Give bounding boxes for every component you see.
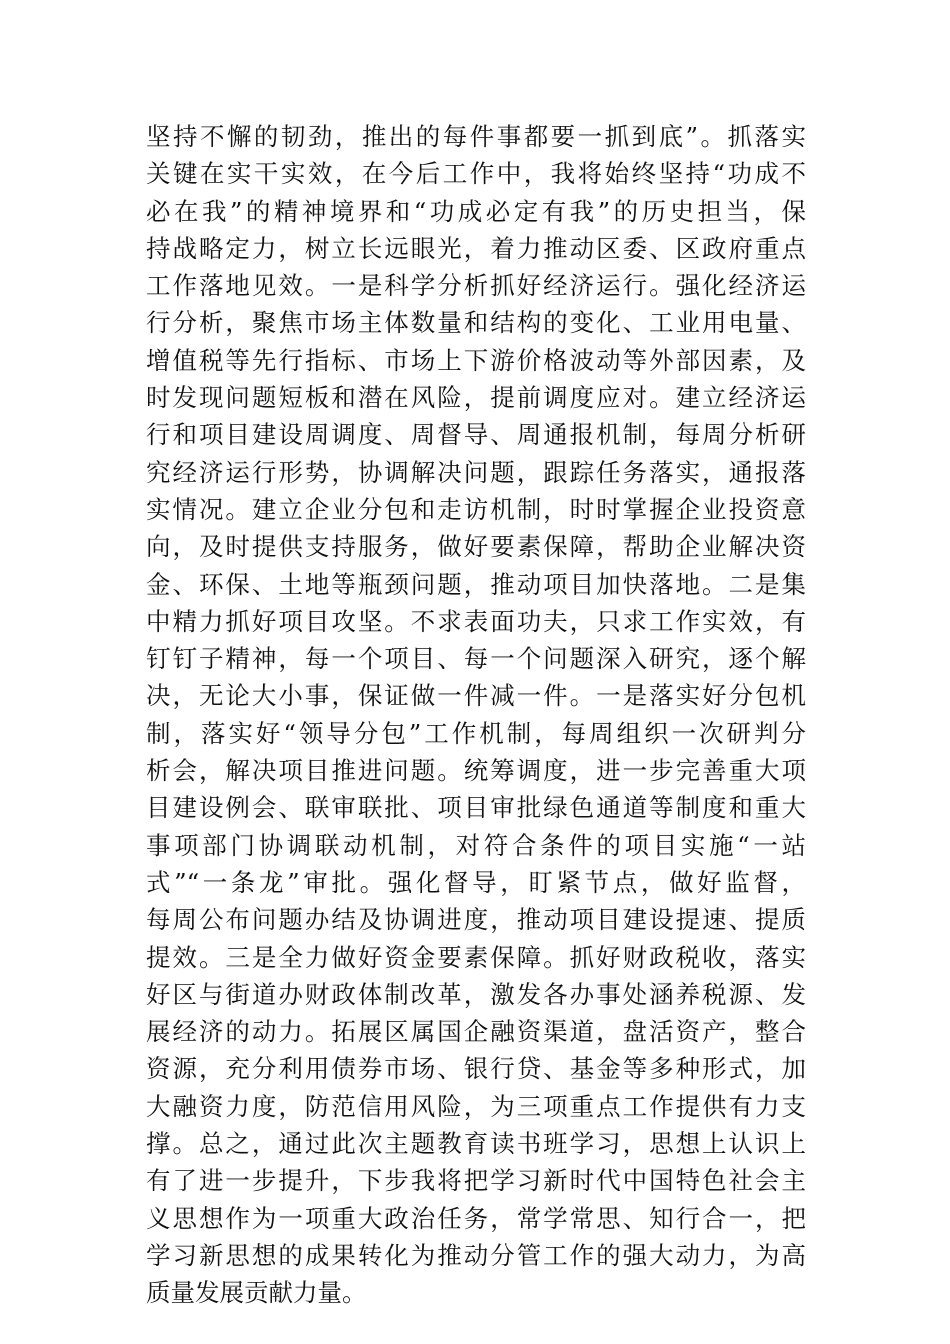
- text-line: 工作落地见效。一是科学分析抓好经济运行。强化经济运: [146, 271, 806, 301]
- text-line: 向，及时提供支持服务，做好要素保障，帮助企业解决资: [146, 532, 806, 562]
- text-line: 必在我”的精神境界和“功成必定有我”的历史担当，保: [146, 196, 806, 226]
- text-line: 提效。三是全力做好资金要素保障。抓好财政税收，落实: [146, 942, 806, 972]
- text-line: 持战略定力，树立长远眼光，着力推动区委、区政府重点: [146, 233, 806, 263]
- text-line: 析会，解决项目推进问题。统筹调度，进一步完善重大项: [146, 756, 806, 786]
- text-line: 增值税等先行指标、市场上下游价格波动等外部因素，及: [146, 345, 806, 375]
- text-line: 每周公布问题办结及协调进度，推动项目建设提速、提质: [146, 905, 806, 935]
- text-line: 义思想作为一项重大政治任务，常学常思、知行合一，把: [146, 1203, 806, 1233]
- text-line: 钉钉子精神，每一个项目、每一个问题深入研究，逐个解: [146, 644, 806, 674]
- text-line: 行分析，聚焦市场主体数量和结构的变化、工业用电量、: [146, 308, 806, 338]
- text-line: 学习新思想的成果转化为推动分管工作的强大动力，为高: [146, 1240, 806, 1270]
- text-line: 事项部门协调联动机制，对符合条件的项目实施“一站: [146, 830, 806, 860]
- text-line: 行和项目建设周调度、周督导、周通报机制，每周分析研: [146, 420, 806, 450]
- text-line: 实情况。建立企业分包和走访机制，时时掌握企业投资意: [146, 494, 806, 524]
- text-line: 究经济运行形势，协调解决问题，跟踪任务落实，通报落: [146, 457, 806, 487]
- text-line: 金、环保、土地等瓶颈问题，推动项目加快落地。二是集: [146, 569, 806, 599]
- text-line: 撑。总之，通过此次主题教育读书班学习，思想上认识上: [146, 1129, 806, 1159]
- text-line: 决，无论大小事，保证做一件减一件。一是落实好分包机: [146, 681, 806, 711]
- text-line: 大融资力度，防范信用风险，为三项重点工作提供有力支: [146, 1091, 806, 1121]
- text-line: 目建设例会、联审联批、项目审批绿色通道等制度和重大: [146, 793, 806, 823]
- text-line: 关键在实干实效，在今后工作中，我将始终坚持“功成不: [146, 159, 806, 189]
- text-line: 制，落实好“领导分包”工作机制，每周组织一次研判分: [146, 718, 806, 748]
- body-paragraph: [146, 118, 806, 1312]
- text-line: 中精力抓好项目攻坚。不求表面功夫，只求工作实效，有: [146, 606, 806, 636]
- text-line: 坚持不懈的韧劲，推出的每件事都要一抓到底”。抓落实: [146, 122, 806, 151]
- text-line: 式”“一条龙”审批。强化督导，盯紧节点，做好监督，: [146, 867, 806, 897]
- text-line: 质量发展贡献力量。: [146, 1278, 367, 1308]
- text-line: 好区与街道办财政体制改革，激发各办事处涵养税源、发: [146, 979, 806, 1009]
- text-line: 有了进一步提升，下步我将把学习新时代中国特色社会主: [146, 1166, 806, 1196]
- text-line: 资源，充分利用债券市场、银行贷、基金等多种形式，加: [146, 1054, 806, 1084]
- text-line: 展经济的动力。拓展区属国企融资渠道，盘活资产，整合: [146, 1017, 806, 1047]
- text-line: 时发现问题短板和潜在风险，提前调度应对。建立经济运: [146, 383, 806, 413]
